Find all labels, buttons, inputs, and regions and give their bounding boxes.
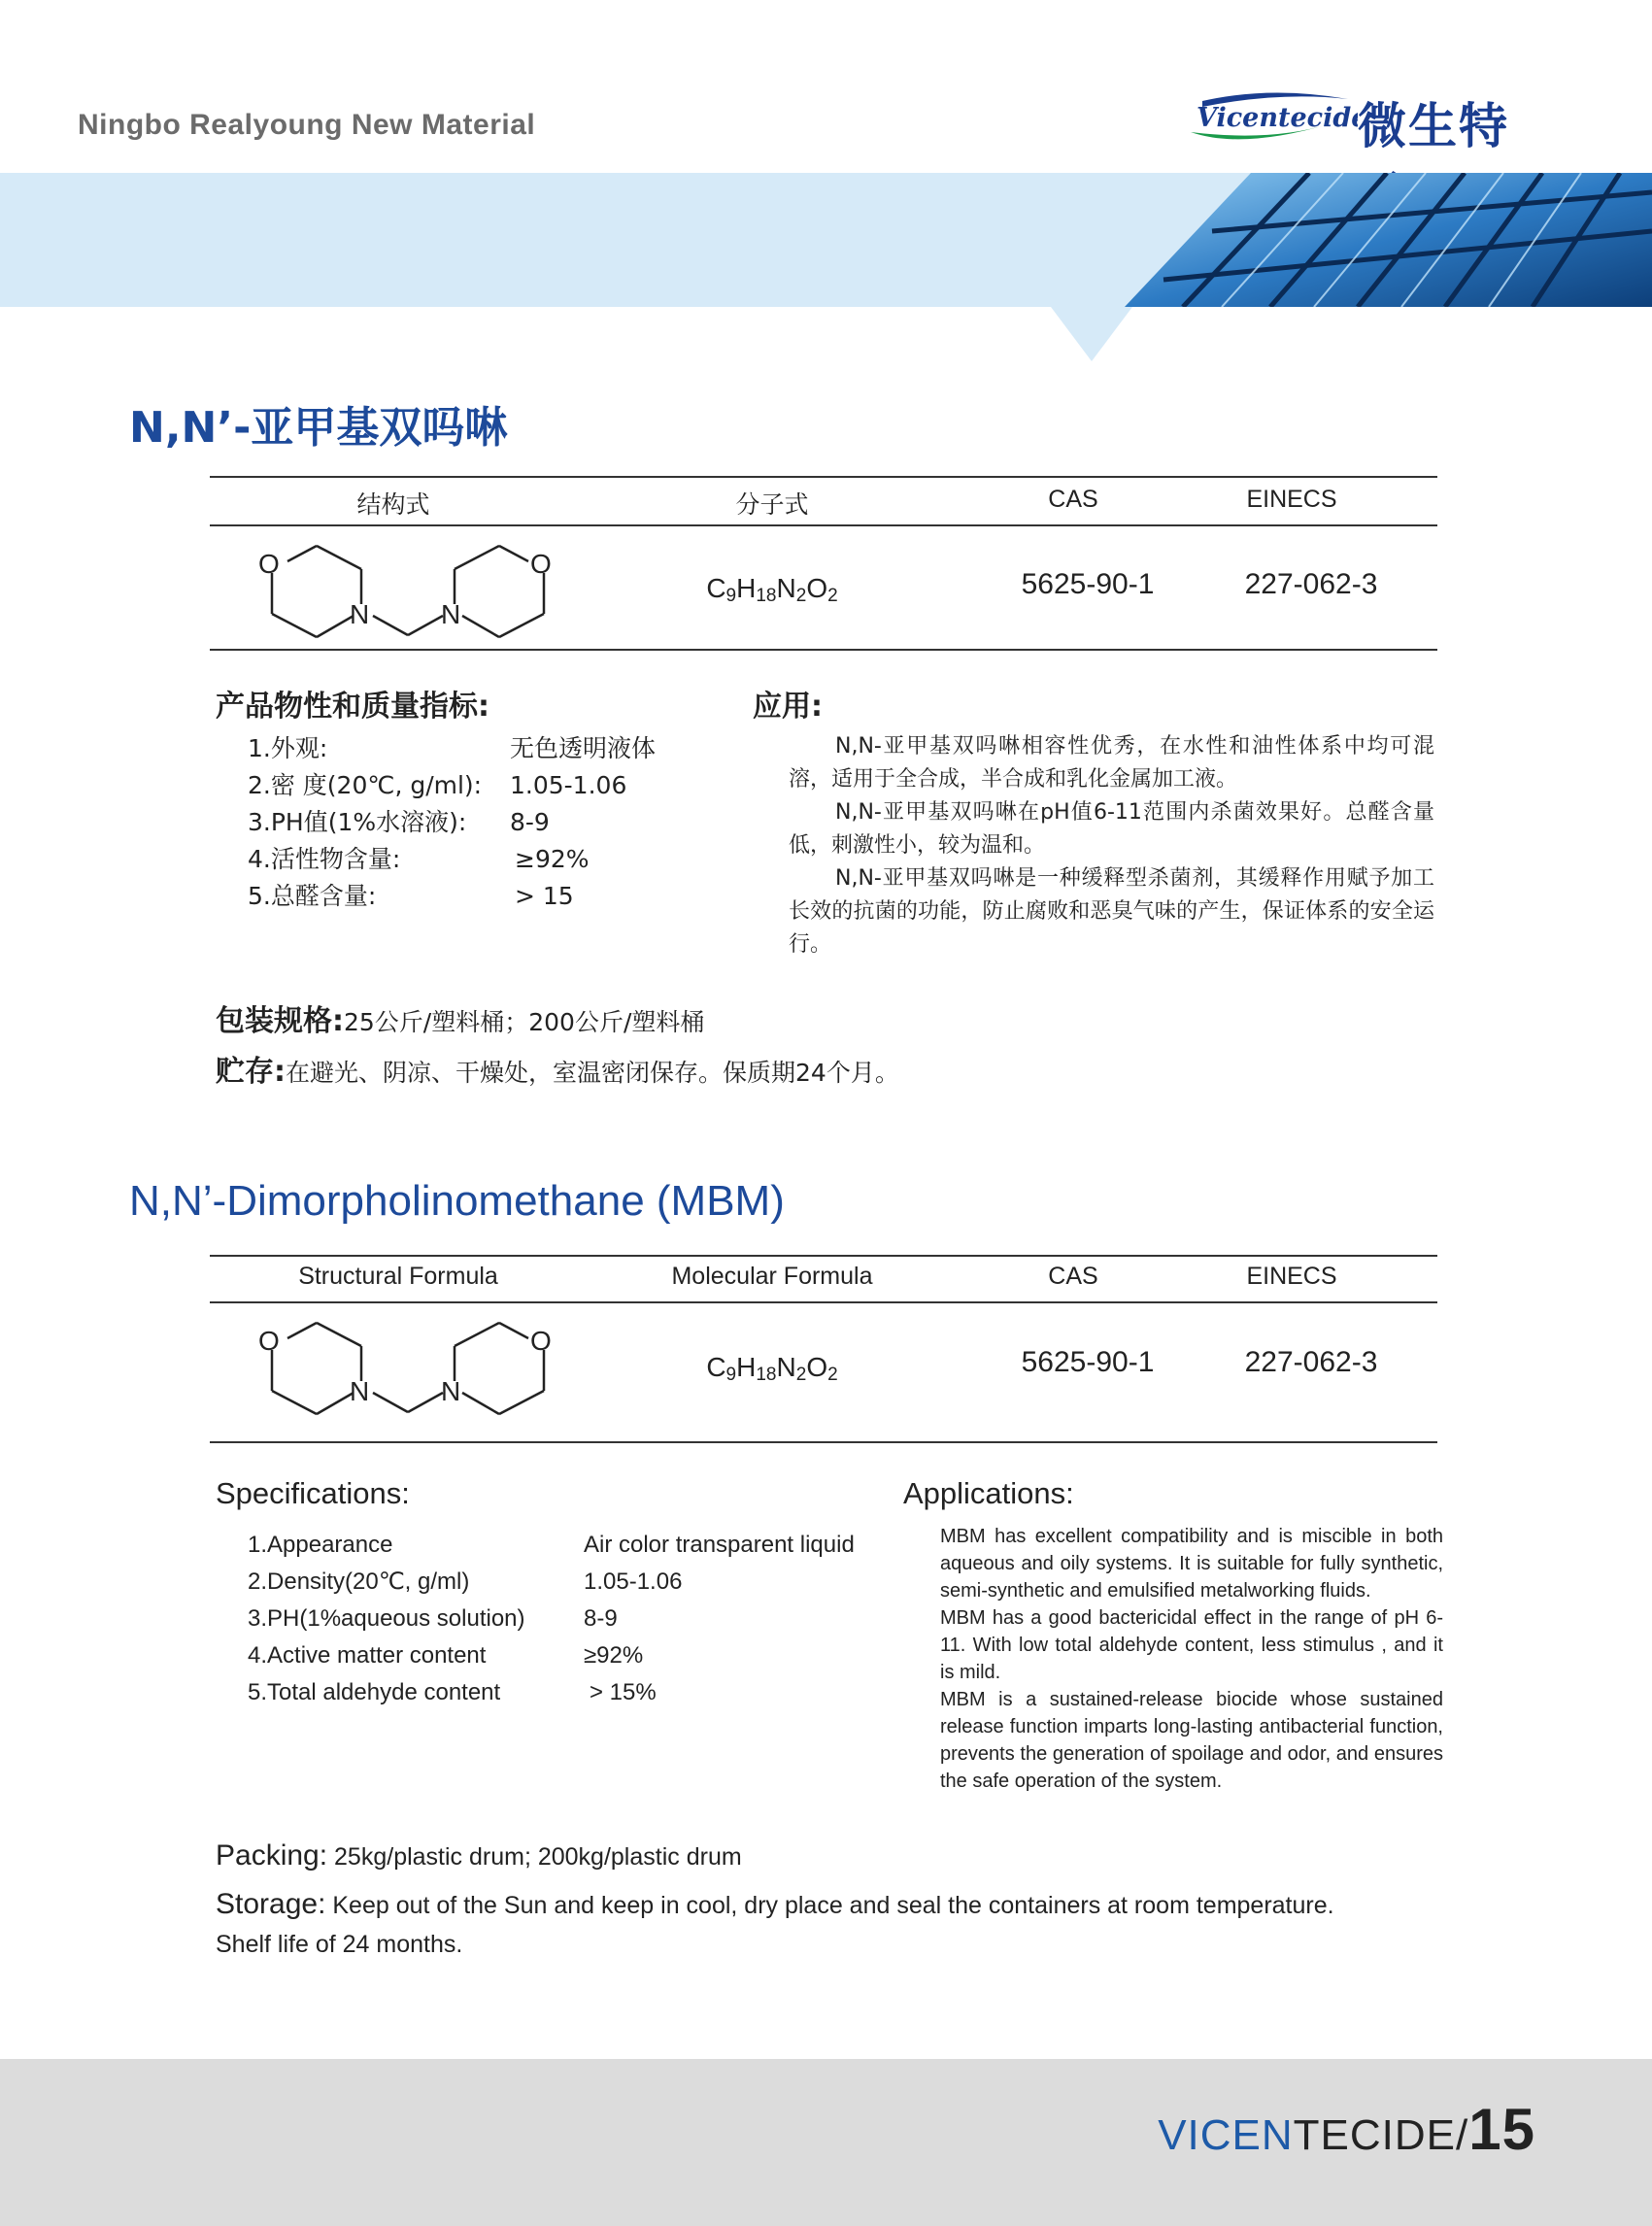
cn-nitrogen-left: N	[350, 599, 370, 629]
en-storage: Storage: Keep out of the Sun and keep in cool, dry place and seal the containers at room temperature.	[216, 1888, 1334, 1920]
cn-spec-row: 3.PH值(1%水溶液): 8-9	[248, 808, 550, 836]
cn-nitrogen-right: N	[441, 599, 461, 629]
cn-specs-heading: 产品物性和质量指标:	[216, 690, 489, 724]
cn-th-formula: 分子式	[735, 490, 809, 519]
cn-structural-formula-diagram	[253, 532, 563, 651]
en-structural-formula-diagram	[253, 1309, 563, 1428]
banner-notch	[1051, 307, 1132, 361]
en-applications-heading: Applications:	[903, 1476, 1074, 1510]
en-molecular-formula: $C_9H_{18}N_2O_2$	[706, 1352, 838, 1385]
en-einecs-value: 227-062-3	[1244, 1346, 1378, 1378]
cn-product-title: N,N’-亚甲基双吗啉	[129, 403, 508, 453]
en-applications-text	[940, 1523, 1443, 1795]
en-nitrogen-right: N	[441, 1376, 461, 1406]
brand-logo	[1183, 82, 1542, 152]
en-cas-value: 5625-90-1	[1021, 1346, 1155, 1378]
en-th-cas: CAS	[1048, 1263, 1098, 1290]
en-nitrogen-left: N	[350, 1376, 370, 1406]
cn-applications-text	[789, 730, 1434, 961]
en-spec-row: 3.PH(1%aqueous solution) 8-9	[248, 1605, 618, 1632]
en-application-paragraph: MBM has excellent compatibility and is miscible in both aqueous and oily systems. It is suitable for fully synthetic, semi-synthetic and emulsified metalworking fluids.	[940, 1526, 1443, 1602]
en-th-formula: Molecular Formula	[671, 1263, 873, 1290]
en-specs-list	[248, 1527, 869, 1711]
en-table-bottom-rule	[210, 1441, 1437, 1443]
cn-spec-row: 5.总醛含量: > 15	[248, 882, 574, 910]
en-oxygen-left: O	[258, 1326, 280, 1356]
cn-spec-row: 1.外观: 无色透明液体	[248, 734, 657, 762]
cn-application-paragraph: N,N-亚甲基双吗啉是一种缓释型杀菌剂，其缓释作用赋予加工长效的抗菌的功能，防止腐败和恶臭气味的产生，保证体系的安全运行。	[789, 866, 1434, 957]
en-specs-heading: Specifications:	[216, 1476, 410, 1510]
cn-application-paragraph: N,N-亚甲基双吗啉在pH值6-11范围内杀菌效果好。总醛含量低，刺激性小，较为温和。	[789, 800, 1434, 858]
en-product-title: N,N’-Dimorpholinomethane (MBM)	[129, 1177, 785, 1225]
en-table-top-rule	[210, 1255, 1437, 1257]
page-number: 15	[1468, 2097, 1535, 2162]
en-shelf-life: Shelf life of 24 months.	[216, 1931, 463, 1958]
cn-specs-list	[248, 730, 733, 915]
en-oxygen-right: O	[530, 1326, 552, 1356]
cn-spec-row: 2.密 度(20℃, g/ml): 1.05-1.06	[248, 771, 627, 799]
en-spec-row: 4.Active matter content ≥92%	[248, 1642, 644, 1669]
en-spec-row: 1.Appearance Air color transparent liquid	[248, 1532, 855, 1558]
vicentecide-logo-icon	[1183, 82, 1358, 152]
cn-oxygen-left: O	[258, 549, 280, 579]
cn-th-structure: 结构式	[356, 490, 430, 519]
page-footer	[0, 2059, 1652, 2226]
company-name: Ningbo Realyoung New Material	[78, 109, 536, 141]
cn-table-bottom-rule	[210, 649, 1437, 651]
cn-th-cas: CAS	[1048, 486, 1098, 513]
cn-th-einecs: EINECS	[1246, 486, 1337, 513]
footer-brand: VICENTECIDE/15	[1158, 2097, 1535, 2162]
cn-spec-row: 4.活性物含量: ≥92%	[248, 845, 590, 873]
cn-oxygen-right: O	[530, 549, 552, 579]
cn-application-paragraph: N,N-亚甲基双吗啉相容性优秀，在水性和油性体系中均可混溶，适用于全合成，半合成和乳化金属加工液。	[789, 734, 1434, 792]
en-application-paragraph: MBM has a good bactericidal effect in the range of pH 6-11. With low total aldehyde content, less stimulus , and it is mild.	[940, 1607, 1443, 1683]
en-table-header-rule	[210, 1301, 1437, 1303]
en-th-einecs: EINECS	[1246, 1263, 1337, 1290]
logo-cn-text: 微生特	[1358, 98, 1509, 154]
cn-packing: 包装规格:25公斤/塑料桶；200公斤/塑料桶	[216, 1004, 705, 1038]
en-th-structure: Structural Formula	[298, 1263, 498, 1290]
en-spec-row: 5.Total aldehyde content > 15%	[248, 1679, 657, 1705]
cn-table-top-rule	[210, 476, 1437, 478]
cn-molecular-formula: $C_9H_{18}N_2O_2$	[706, 573, 838, 606]
glass-building-image	[1125, 173, 1652, 307]
cn-applications-heading: 应用:	[753, 690, 823, 724]
cn-table-header-rule	[210, 524, 1437, 526]
en-packing: Packing: 25kg/plastic drum; 200kg/plastic drum	[216, 1839, 742, 1872]
cn-cas-value: 5625-90-1	[1021, 568, 1155, 600]
cn-storage: 贮存:在避光、阴凉、干燥处，室温密闭保存。保质期24个月。	[216, 1055, 899, 1089]
cn-einecs-value: 227-062-3	[1244, 568, 1378, 600]
en-spec-row: 2.Density(20℃, g/ml) 1.05-1.06	[248, 1568, 683, 1595]
logo-en-text: Vicentecide	[1197, 103, 1358, 133]
en-application-paragraph: MBM is a sustained-release biocide whose sustained release function imparts long-lasting antibacterial function, prevents the generation of spoilage and odor, and ensures the safe operation of the system.	[940, 1689, 1443, 1792]
